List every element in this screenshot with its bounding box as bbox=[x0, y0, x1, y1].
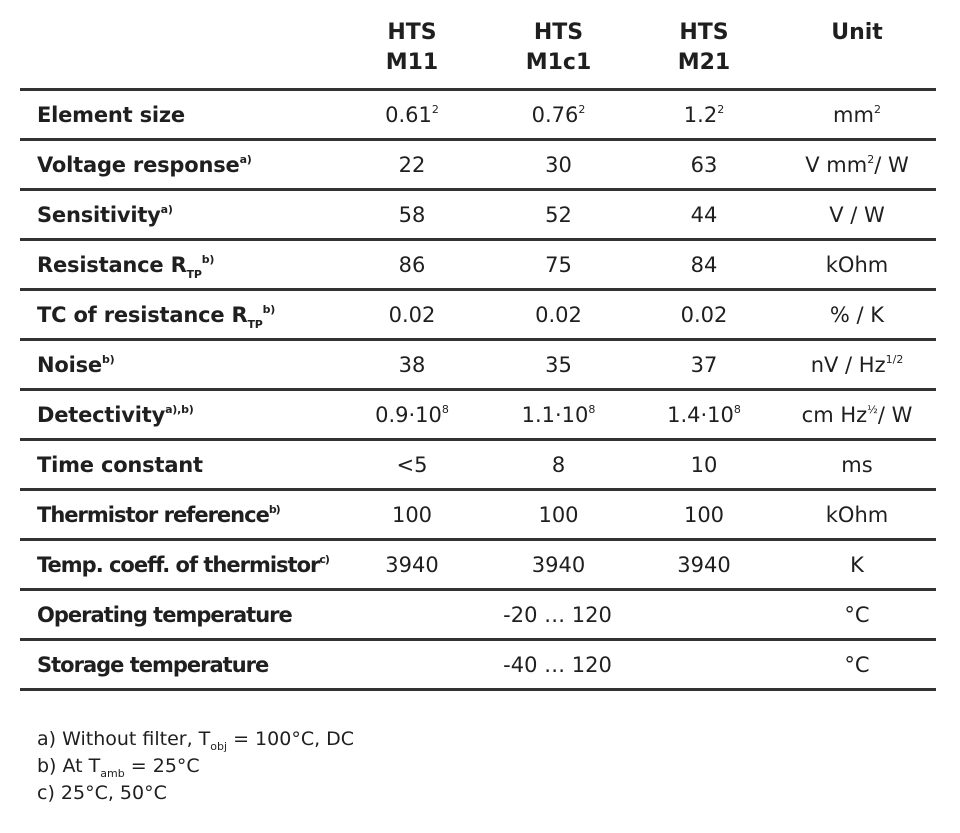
text: nV / Hz bbox=[810, 352, 886, 377]
value-hts-m11 bbox=[337, 290, 487, 340]
unit-cell bbox=[778, 490, 936, 540]
text: 3940 bbox=[677, 552, 731, 577]
text-tail: / W bbox=[877, 402, 913, 427]
value-hts-m1c1 bbox=[487, 340, 630, 390]
value-hts-m21 bbox=[630, 290, 778, 340]
footnote-marker: b) bbox=[201, 252, 215, 266]
value-hts-m11 bbox=[337, 490, 487, 540]
row-label bbox=[20, 540, 337, 590]
text: 100 bbox=[683, 502, 725, 527]
text: 8 bbox=[551, 452, 566, 477]
footnote bbox=[37, 726, 354, 753]
unit-cell bbox=[778, 440, 936, 490]
value-hts-m1c1 bbox=[487, 240, 630, 290]
superscript: c) bbox=[319, 552, 329, 566]
table-row bbox=[20, 390, 936, 440]
value-hts-m21 bbox=[630, 340, 778, 390]
footnote bbox=[37, 753, 354, 780]
value-hts-m1c1 bbox=[487, 440, 630, 490]
text: kOhm bbox=[825, 252, 889, 277]
text: 63 bbox=[690, 152, 718, 177]
text: TC of resistance R bbox=[37, 302, 248, 327]
row-label bbox=[20, 290, 337, 340]
text: 52 bbox=[545, 202, 572, 227]
text: 84 bbox=[690, 252, 718, 277]
text: Thermistor reference bbox=[37, 502, 269, 527]
superscript: 2 bbox=[431, 102, 439, 116]
text: 100 bbox=[391, 502, 433, 527]
text: b) At T bbox=[37, 755, 101, 777]
text: 0.02 bbox=[388, 302, 436, 327]
text: 3940 bbox=[531, 552, 586, 577]
superscript: b) bbox=[101, 352, 115, 366]
text: <5 bbox=[396, 452, 428, 477]
superscript: 8 bbox=[441, 402, 449, 416]
subscript: obj bbox=[210, 740, 228, 753]
row-label bbox=[20, 490, 337, 540]
footnote bbox=[37, 780, 354, 807]
text: 1.4·10 bbox=[667, 402, 734, 427]
text-tail: = 100°C, DC bbox=[227, 728, 355, 750]
superscript: 8 bbox=[733, 402, 741, 416]
value-hts-m11 bbox=[337, 540, 487, 590]
text: 35 bbox=[545, 352, 572, 377]
text: 75 bbox=[545, 252, 572, 277]
row-label bbox=[20, 140, 337, 190]
superscript: 2 bbox=[873, 102, 881, 116]
header-hts-m1c1: HTS M1c1 bbox=[487, 18, 630, 90]
table-row bbox=[20, 190, 936, 240]
value-hts-m21 bbox=[630, 90, 778, 140]
text: 3940 bbox=[385, 552, 439, 577]
text: cm Hz bbox=[801, 402, 868, 427]
superscript: b) bbox=[268, 502, 280, 516]
unit-cell bbox=[778, 90, 936, 140]
text: 100 bbox=[538, 502, 579, 527]
text: 86 bbox=[398, 252, 426, 277]
text: 0.61 bbox=[385, 102, 432, 127]
text: 1.2 bbox=[683, 102, 718, 127]
value-hts-m1c1 bbox=[487, 290, 630, 340]
row-label bbox=[20, 90, 337, 140]
superscript: 8 bbox=[588, 402, 596, 416]
value-hts-m11 bbox=[337, 90, 487, 140]
footnote-marker: b) bbox=[262, 302, 276, 316]
table-row bbox=[20, 340, 936, 390]
table-row bbox=[20, 540, 936, 590]
row-label bbox=[20, 440, 337, 490]
text: Element size bbox=[37, 102, 185, 127]
text: 22 bbox=[398, 152, 426, 177]
text: a) Without filter, T bbox=[37, 728, 211, 750]
text: c) 25°C, 50°C bbox=[37, 782, 167, 804]
header-unit: Unit bbox=[778, 18, 936, 90]
unit-cell: °C bbox=[778, 590, 936, 640]
text: Voltage response bbox=[37, 152, 240, 177]
text: 0.02 bbox=[680, 302, 728, 327]
text: % / K bbox=[829, 302, 885, 327]
text: Noise bbox=[37, 352, 102, 377]
unit-cell bbox=[778, 240, 936, 290]
text: Detectivity bbox=[37, 402, 166, 427]
value-hts-m21 bbox=[630, 390, 778, 440]
table-row bbox=[20, 490, 936, 540]
text-tail: = 25°C bbox=[124, 755, 200, 777]
unit-cell bbox=[778, 540, 936, 590]
value-hts-m1c1 bbox=[487, 390, 630, 440]
text: 37 bbox=[690, 352, 718, 377]
text: 10 bbox=[690, 452, 718, 477]
value-hts-m11 bbox=[337, 440, 487, 490]
table-row bbox=[20, 140, 936, 190]
footnotes bbox=[37, 726, 354, 807]
unit-cell bbox=[778, 390, 936, 440]
text: Time constant bbox=[37, 452, 203, 477]
superscript: a) bbox=[160, 202, 173, 216]
text: 30 bbox=[545, 152, 572, 177]
value-hts-m1c1 bbox=[487, 90, 630, 140]
unit-cell bbox=[778, 340, 936, 390]
unit-cell bbox=[778, 140, 936, 190]
header-hts-m11: HTS M11 bbox=[337, 18, 487, 90]
subscript: TP bbox=[186, 267, 202, 281]
value-hts-m21 bbox=[630, 140, 778, 190]
value-hts-m11 bbox=[337, 340, 487, 390]
text: 44 bbox=[690, 202, 718, 227]
superscript: ½ bbox=[867, 402, 878, 416]
value-hts-m11 bbox=[337, 390, 487, 440]
row-label bbox=[20, 240, 337, 290]
row-label bbox=[20, 340, 337, 390]
value-hts-m11 bbox=[337, 140, 487, 190]
text: mm bbox=[833, 102, 874, 127]
row-label bbox=[20, 390, 337, 440]
superscript: 2 bbox=[578, 102, 586, 116]
text-tail: / W bbox=[874, 152, 909, 177]
value-hts-m1c1 bbox=[487, 140, 630, 190]
value-hts-m11 bbox=[337, 240, 487, 290]
value-hts-m1c1 bbox=[487, 540, 630, 590]
table-row bbox=[20, 240, 936, 290]
spec-body bbox=[20, 90, 936, 690]
range-value: -20 … 120 bbox=[337, 590, 778, 640]
subscript: amb bbox=[100, 767, 125, 780]
value-hts-m21 bbox=[630, 240, 778, 290]
value-hts-m1c1 bbox=[487, 490, 630, 540]
text: 0.76 bbox=[531, 102, 579, 127]
text: 58 bbox=[398, 202, 426, 227]
text: Sensitivity bbox=[37, 202, 161, 227]
value-hts-m21 bbox=[630, 490, 778, 540]
text: 1.1·10 bbox=[521, 402, 589, 427]
value-hts-m1c1 bbox=[487, 190, 630, 240]
row-label bbox=[20, 190, 337, 240]
text: Resistance R bbox=[37, 252, 187, 277]
table-row bbox=[20, 290, 936, 340]
superscript: a),b) bbox=[165, 402, 194, 416]
header-blank bbox=[20, 18, 337, 90]
text: 0.02 bbox=[535, 302, 582, 327]
text: V mm bbox=[805, 152, 868, 177]
table-row bbox=[20, 90, 936, 140]
specification-table bbox=[20, 18, 936, 691]
value-hts-m21 bbox=[630, 190, 778, 240]
value-hts-m11 bbox=[337, 190, 487, 240]
superscript: 2 bbox=[867, 152, 875, 166]
text: Temp. coeff. of thermistor bbox=[37, 552, 320, 577]
superscript: 2 bbox=[717, 102, 725, 116]
text: ms bbox=[841, 452, 873, 477]
unit-cell bbox=[778, 190, 936, 240]
superscript: a) bbox=[239, 152, 252, 166]
unit-cell: °C bbox=[778, 640, 936, 690]
subscript: TP bbox=[247, 317, 263, 331]
value-hts-m21 bbox=[630, 440, 778, 490]
value-hts-m21 bbox=[630, 540, 778, 590]
text: kOhm bbox=[825, 502, 889, 527]
row-label: Storage temperature bbox=[20, 640, 337, 690]
table-row bbox=[20, 640, 936, 690]
text: K bbox=[850, 552, 864, 577]
range-value: -40 … 120 bbox=[337, 640, 778, 690]
table-row bbox=[20, 590, 936, 640]
unit-cell bbox=[778, 290, 936, 340]
text: 38 bbox=[398, 352, 426, 377]
text: 0.9·10 bbox=[375, 402, 442, 427]
text: V / W bbox=[829, 202, 885, 227]
header-hts-m21: HTS M21 bbox=[630, 18, 778, 90]
header-row bbox=[20, 18, 936, 90]
superscript: 1/2 bbox=[885, 352, 904, 366]
table-row bbox=[20, 440, 936, 490]
row-label: Operating temperature bbox=[20, 590, 337, 640]
